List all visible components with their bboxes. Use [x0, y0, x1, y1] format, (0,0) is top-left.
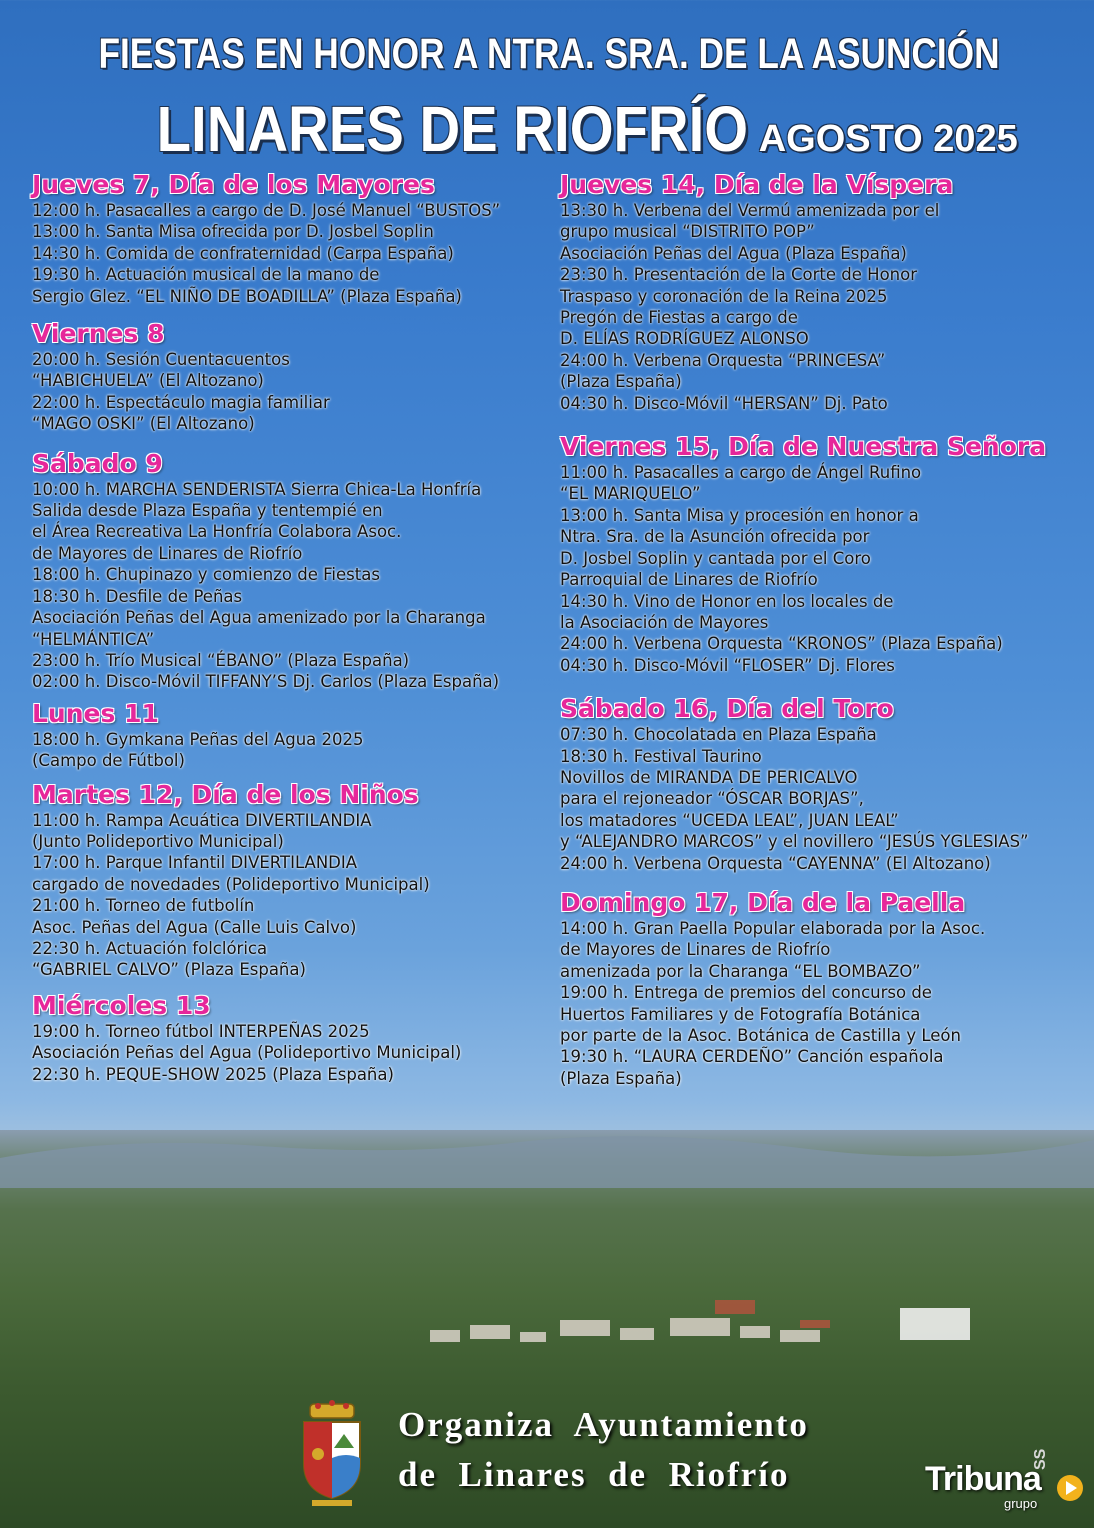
program-line: para el rejoneador “ÓSCAR BORJAS”,: [560, 789, 864, 809]
program-line: Asociación Peñas del Agua amenizado por la Charanga: [32, 608, 486, 628]
day-block: [32, 449, 572, 693]
program-line: Asociación Peñas del Agua (Plaza España): [560, 243, 907, 263]
coat-of-arms-icon: [296, 1398, 368, 1508]
day-block: [32, 170, 572, 307]
program-line: Pregón de Fiestas a cargo de: [560, 308, 798, 328]
program-line: Novillos de MIRANDA DE PERICALVO: [560, 767, 858, 787]
event-title: FIESTAS EN HONOR A NTRA. SRA. DE LA ASUNCIÓN: [98, 30, 1000, 78]
program-line: 19:30 h. “LAURA CERDEÑO” Canción española: [560, 1047, 944, 1067]
organizer-line-2: de Linares de Riofrío: [398, 1455, 790, 1494]
program-line: 22:30 h. PEQUE-SHOW 2025 (Plaza España): [32, 1064, 394, 1084]
day-title: Domingo 17, Día de la Paella: [560, 887, 966, 917]
organizer-line-1: Organiza Ayuntamiento: [398, 1405, 809, 1444]
program-line: cargado de novedades (Polideportivo Municipal): [32, 874, 430, 894]
day-block: [560, 888, 1094, 1089]
program-line: 18:30 h. Desfile de Peñas: [32, 586, 243, 606]
event-date: AGOSTO 2025: [758, 118, 1018, 160]
program-line: 11:00 h. Pasacalles a cargo de Ángel Rufino: [560, 463, 922, 483]
program-line: D. ELÍAS RODRÍGUEZ ALONSO: [560, 329, 809, 349]
program-line: 19:30 h. Actuación musical de la mano de: [32, 265, 380, 285]
program-line: 18:00 h. Gymkana Peñas del Agua 2025: [32, 729, 364, 749]
program-line: 22:30 h. Actuación folclórica: [32, 938, 268, 958]
program-line: “GABRIEL CALVO” (Plaza España): [32, 960, 306, 980]
program-line: 12:00 h. Pasacalles a cargo de D. José Manuel “BUSTOS”: [32, 201, 501, 220]
program-line: 10:00 h. MARCHA SENDERISTA Sierra Chica-La Honfría: [32, 479, 482, 499]
organizer-credit: [398, 1400, 809, 1500]
distant-hills: [0, 1128, 1094, 1188]
program-line: Asoc. Peñas del Agua (Calle Luis Calvo): [32, 917, 357, 937]
program-line: 04:30 h. Disco-Móvil “HERSAN” Dj. Pato: [560, 393, 888, 413]
village: [420, 1290, 980, 1370]
day-title: Lunes 11: [32, 698, 159, 728]
program-line: (Junto Polideportivo Municipal): [32, 831, 284, 851]
program-line: de Mayores de Linares de Riofrío: [560, 940, 831, 960]
program-line: 13:00 h. Santa Misa y procesión en honor a: [560, 505, 919, 525]
brand-sub: grupo: [1004, 1496, 1038, 1511]
day-title: Sábado 16, Día del Toro: [560, 694, 894, 724]
program-line: 23:00 h. Trío Musical “ÉBANO” (Plaza España): [32, 650, 410, 670]
program-line: Ntra. Sra. de la Asunción ofrecida por: [560, 527, 870, 547]
play-icon: [1056, 1474, 1084, 1502]
program-line: la Asociación de Mayores: [560, 612, 769, 632]
program-line: Traspaso y coronación de la Reina 2025: [560, 286, 888, 306]
day-block: [32, 319, 572, 435]
program-line: 20:00 h. Sesión Cuentacuentos: [32, 350, 290, 370]
day-title: Viernes 15, Día de Nuestra Señora: [560, 432, 1047, 462]
program-line: 07:30 h. Chocolatada en Plaza España: [560, 725, 877, 745]
day-block: [32, 991, 572, 1085]
program-line: 23:30 h. Presentación de la Corte de Honor: [560, 265, 917, 285]
day-title: Martes 12, Día de los Niños: [32, 779, 419, 809]
program-line: y “ALEJANDRO MARCOS” y el novillero “JESÚS YGLESIAS”: [560, 832, 1029, 852]
program-line: “MAGO OSKI” (El Altozano): [32, 414, 255, 434]
brand-logo: Tribuna: [925, 1460, 1041, 1498]
program-line: 14:30 h. Vino de Honor en los locales de: [560, 591, 894, 611]
program-line: 18:30 h. Festival Taurino: [560, 746, 762, 766]
program-line: Asociación Peñas del Agua (Polideportivo Municipal): [32, 1043, 462, 1063]
program-line: 24:00 h. Verbena Orquesta “PRINCESA”: [560, 350, 886, 370]
day-block: [560, 170, 1094, 414]
program-line: 11:00 h. Rampa Acuática DIVERTILANDIA: [32, 810, 372, 830]
program-line: 24:00 h. Verbena Orquesta “CAYENNA” (El Altozano): [560, 853, 991, 873]
program-line: (Plaza España): [560, 1068, 682, 1088]
program-left-column: [32, 170, 572, 1099]
program-line: 18:00 h. Chupinazo y comienzo de Fiestas: [32, 565, 380, 585]
day-title: Viernes 8: [32, 319, 165, 349]
program-line: Salida desde Plaza España y tentempié en: [32, 501, 383, 521]
program-line: Parroquial de Linares de Riofrío: [560, 570, 818, 590]
program-line: “EL MARIQUELO”: [560, 484, 701, 504]
program-line: Sergio Glez. “EL NIÑO DE BOADILLA” (Plaza España): [32, 286, 462, 306]
town-name: LINARES DE RIOFRÍO: [156, 93, 749, 165]
program-line: 21:00 h. Torneo de futbolín: [32, 896, 255, 916]
day-title: Jueves 14, Día de la Víspera: [560, 170, 954, 199]
program-line: de Mayores de Linares de Riofrío: [32, 543, 303, 563]
program-line: por parte de la Asoc. Botánica de Castilla y León: [560, 1026, 961, 1045]
program-line: D. Josbel Soplin y cantada por el Coro: [560, 548, 871, 568]
program-line: grupo musical “DISTRITO POP”: [560, 222, 815, 242]
day-block: [32, 780, 572, 981]
program-line: “HELMÁNTICA”: [32, 629, 155, 649]
day-title: Jueves 7, Día de los Mayores: [32, 170, 435, 199]
program-line: 14:00 h. Gran Paella Popular elaborada por la Asoc.: [560, 918, 986, 938]
header: [0, 30, 1094, 79]
program-line: 13:00 h. Santa Misa ofrecida por D. Josbel Soplin: [32, 222, 434, 242]
program-line: 13:30 h. Verbena del Vermú amenizada por el: [560, 201, 940, 220]
program-line: 14:30 h. Comida de confraternidad (Carpa España): [32, 243, 454, 263]
program-line: 19:00 h. Torneo fútbol INTERPEÑAS 2025: [32, 1021, 370, 1041]
day-title: Miércoles 13: [32, 990, 211, 1020]
day-title: Sábado 9: [32, 448, 163, 478]
program-line: 04:30 h. Disco-Móvil “FLOSER” Dj. Flores: [560, 655, 895, 675]
side-watermark: SS: [1032, 1448, 1049, 1470]
program-line: 22:00 h. Espectáculo magia familiar: [32, 392, 330, 412]
program-right-column: [560, 170, 1094, 1103]
program-line: 17:00 h. Parque Infantil DIVERTILANDIA: [32, 853, 358, 873]
program-line: (Plaza España): [560, 372, 682, 392]
day-block: [560, 694, 1094, 874]
program-line: (Campo de Fútbol): [32, 751, 185, 771]
program-line: amenizada por la Charanga “EL BOMBAZO”: [560, 961, 921, 981]
program-line: Huertos Familiares y de Fotografía Botánica: [560, 1004, 921, 1024]
program-line: el Área Recreativa La Honfría Colabora Asoc.: [32, 522, 402, 542]
program-line: 24:00 h. Verbena Orquesta “KRONOS” (Plaza España): [560, 634, 1003, 654]
day-block: [32, 699, 572, 772]
program-line: 02:00 h. Disco-Móvil TIFFANY’S Dj. Carlos (Plaza España): [32, 672, 500, 692]
day-block: [560, 432, 1094, 676]
program-line: “HABICHUELA” (El Altozano): [32, 371, 264, 391]
program-line: 19:00 h. Entrega de premios del concurso de: [560, 983, 932, 1003]
program-line: los matadores “UCEDA LEAL”, JUAN LEAL”: [560, 810, 899, 830]
town-row: [0, 92, 1094, 166]
